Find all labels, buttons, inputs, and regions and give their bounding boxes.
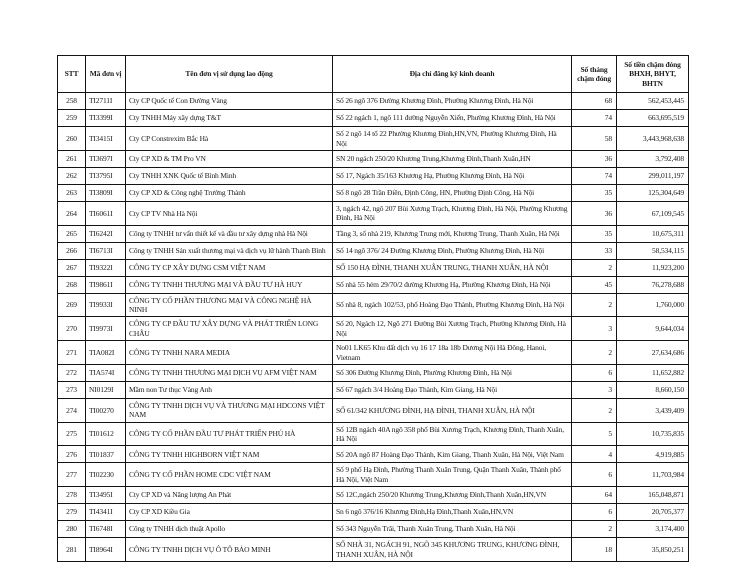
row-registered-address: Số 14 ngõ 376/ 24 Đường Khương Đình, Phường Khương Đình, Hà Nội <box>333 242 572 259</box>
table-header <box>58 56 689 93</box>
row-stt: 270 <box>58 317 86 341</box>
row-unit-code: TI9861I <box>86 276 126 293</box>
table-row <box>58 504 689 521</box>
row-unit-code: TIA574I <box>86 364 126 381</box>
table-row <box>58 398 689 422</box>
row-registered-address: Số 67 ngách 3/4 Hoàng Đạo Thành, Kim Giang, Hà Nội <box>333 381 572 398</box>
table-row <box>58 276 689 293</box>
table-row <box>58 317 689 341</box>
row-employer-name: CÔNG TY CỔ PHẦN HOME CDC VIỆT NAM <box>126 463 333 487</box>
row-registered-address: Tầng 3, số nhà 219, Khương Trung mới, Khương Trung, Thanh Xuân, Hà Nội <box>333 225 572 242</box>
row-months-late: 6 <box>572 364 617 381</box>
row-stt: 262 <box>58 167 86 184</box>
header-registered-address: Địa chỉ đăng ký kinh doanh <box>333 56 572 93</box>
row-unit-code: TI02230 <box>86 463 126 487</box>
row-amount-late: 165,048,871 <box>617 487 689 504</box>
row-registered-address: Số 343 Nguyễn Trãi, Thanh Xuân Trung, Thanh Xuân, Hà Nội <box>333 521 572 538</box>
row-months-late: 35 <box>572 184 617 201</box>
row-months-late: 4 <box>572 446 617 463</box>
header-unit-code: Mã đơn vị <box>86 56 126 93</box>
row-unit-code: NI0129I <box>86 381 126 398</box>
row-stt: 280 <box>58 521 86 538</box>
row-employer-name: Cty CP XD và Năng lượng An Phát <box>126 487 333 504</box>
table-row <box>58 93 689 110</box>
row-amount-late: 562,453,445 <box>617 93 689 110</box>
row-employer-name: Cty TNHH Máy xây dựng T&T <box>126 110 333 127</box>
row-months-late: 58 <box>572 127 617 151</box>
row-amount-late: 58,534,115 <box>617 242 689 259</box>
row-employer-name: Công ty TNHH Sản xuất thương mại và dịch vụ lữ hành Thanh Bình <box>126 242 333 259</box>
row-unit-code: TI01612 <box>86 422 126 446</box>
row-registered-address: Số 22 ngách 1, ngõ 111 đường Nguyễn Xiển, Phường Khương Đình, Hà Nội <box>333 110 572 127</box>
row-registered-address: Số nhà 8, ngách 102/53, phố Hoàng Đạo Thành, Phường Khương Đình, Hà Nội <box>333 293 572 317</box>
row-employer-name: CÔNG TY CP ĐẦU TƯ XÂY DỰNG VÀ PHÁT TRIỂN LONG CHÂU <box>126 317 333 341</box>
row-employer-name: CÔNG TY TNHH THƯƠNG MẠI VÀ ĐẦU TƯ HÀ HUY <box>126 276 333 293</box>
table-row <box>58 521 689 538</box>
table-row <box>58 259 689 276</box>
row-unit-code: TI3697I <box>86 150 126 167</box>
row-employer-name: CÔNG TY TNHH THƯƠNG MẠI DỊCH VỤ AFM VIỆT NAM <box>126 364 333 381</box>
row-employer-name: CÔNG TY CP XÂY DỰNG CSM VIỆT NAM <box>126 259 333 276</box>
table-row <box>58 538 689 562</box>
table-row <box>58 364 689 381</box>
row-amount-late: 125,304,649 <box>617 184 689 201</box>
row-unit-code: TIA082I <box>86 341 126 365</box>
row-months-late: 64 <box>572 487 617 504</box>
row-amount-late: 9,644,034 <box>617 317 689 341</box>
row-stt: 258 <box>58 93 86 110</box>
row-stt: 276 <box>58 446 86 463</box>
row-registered-address: Số 12B ngách 40A ngõ 358 phố Bùi Xương Trạch, Khương Đình, Thanh Xuân, Hà Nội <box>333 422 572 446</box>
row-registered-address: Số 306 Đường Khương Đình, Phường Khương Đình, Hà Nội <box>333 364 572 381</box>
row-stt: 275 <box>58 422 86 446</box>
row-employer-name: Công ty TNHH tư vấn thiết kế và đầu tư xây dựng nhà Hà Nội <box>126 225 333 242</box>
header-months-late: Số tháng chậm đóng <box>572 56 617 93</box>
row-stt: 265 <box>58 225 86 242</box>
row-unit-code: TI3415I <box>86 127 126 151</box>
row-employer-name: Cty CP Constrexim Bắc Hà <box>126 127 333 151</box>
row-amount-late: 3,174,400 <box>617 521 689 538</box>
row-months-late: 36 <box>572 201 617 225</box>
row-amount-late: 11,923,200 <box>617 259 689 276</box>
table-row <box>58 463 689 487</box>
row-months-late: 3 <box>572 381 617 398</box>
row-registered-address: SỐ NHÀ 31, NGÁCH 91, NGÕ 345 KHƯƠNG TRUNG, KHƯƠNG ĐÌNH, THANH XUÂN, HÀ NỘI <box>333 538 572 562</box>
row-stt: 271 <box>58 341 86 365</box>
row-registered-address: No01 LK65 Khu đất dịch vụ 16 17 18a 18b Dương Nội Hà Đông, Hanoi, Vietnam <box>333 341 572 365</box>
row-months-late: 3 <box>572 317 617 341</box>
row-employer-name: Cty CP TV Nhà Hà Nội <box>126 201 333 225</box>
row-amount-late: 35,850,251 <box>617 538 689 562</box>
row-months-late: 74 <box>572 167 617 184</box>
row-registered-address: 3, ngách 42, ngõ 207 Bùi Xương Trạch, Khương Đình, Hà Nội, Phường Khương Đình, Hà Nội <box>333 201 572 225</box>
row-unit-code: TI3795I <box>86 167 126 184</box>
row-employer-name: Cty CP XD Kiều Gia <box>126 504 333 521</box>
table-row <box>58 167 689 184</box>
row-months-late: 45 <box>572 276 617 293</box>
table-row <box>58 110 689 127</box>
row-employer-name: Cty CP XD & TM Pro VN <box>126 150 333 167</box>
table-row <box>58 201 689 225</box>
row-amount-late: 20,705,377 <box>617 504 689 521</box>
row-stt: 278 <box>58 487 86 504</box>
row-months-late: 36 <box>572 150 617 167</box>
row-employer-name: Công ty TNHH dịch thuật Apollo <box>126 521 333 538</box>
row-amount-late: 1,760,000 <box>617 293 689 317</box>
row-months-late: 2 <box>572 259 617 276</box>
row-registered-address: Số 12C,ngách 250/20 Khương Trung,Khương Đình,Thanh Xuân,HN,VN <box>333 487 572 504</box>
header-employer-name: Tên đơn vị sử dụng lao động <box>126 56 333 93</box>
row-amount-late: 299,011,197 <box>617 167 689 184</box>
row-months-late: 2 <box>572 521 617 538</box>
row-stt: 264 <box>58 201 86 225</box>
insurance-debt-table <box>57 55 689 562</box>
table-row <box>58 242 689 259</box>
row-registered-address: Số 8 ngõ 28 Trần Điền, Định Công, HN, Phường Định Công, Hà Nội <box>333 184 572 201</box>
row-stt: 273 <box>58 381 86 398</box>
row-amount-late: 67,109,545 <box>617 201 689 225</box>
row-employer-name: CÔNG TY TNHH HIGHBORN VIỆT NAM <box>126 446 333 463</box>
row-stt: 274 <box>58 398 86 422</box>
row-amount-late: 663,695,519 <box>617 110 689 127</box>
row-employer-name: CÔNG TY TNHH DỊCH VỤ VÀ THƯƠNG MẠI HDCONS VIỆT NAM <box>126 398 333 422</box>
row-registered-address: Số 2 ngõ 14 tổ 22 Phường Khương Đình,HN,VN, Phường Khương Đình, Hà Nội <box>333 127 572 151</box>
row-unit-code: TI6061I <box>86 201 126 225</box>
row-registered-address: Số nhà 55 hẻm 29/70/2 đường Khương Hạ, Phường Khương Đình, Hà Nội <box>333 276 572 293</box>
row-amount-late: 8,660,150 <box>617 381 689 398</box>
row-amount-late: 10,735,835 <box>617 422 689 446</box>
row-employer-name: Cty TNHH XNK Quốc tế Bình Minh <box>126 167 333 184</box>
row-employer-name: CÔNG TY TNHH NARA MEDIA <box>126 341 333 365</box>
row-months-late: 6 <box>572 504 617 521</box>
row-stt: 263 <box>58 184 86 201</box>
row-registered-address: SỐ 150 HẠ ĐÌNH, THANH XUÂN TRUNG, THANH XUÂN, HÀ NỘI <box>333 259 572 276</box>
row-unit-code: TI9933I <box>86 293 126 317</box>
row-months-late: 33 <box>572 242 617 259</box>
row-stt: 268 <box>58 276 86 293</box>
row-unit-code: TI4341I <box>86 504 126 521</box>
header-stt: STT <box>58 56 86 93</box>
row-amount-late: 3,792,408 <box>617 150 689 167</box>
row-amount-late: 27,634,686 <box>617 341 689 365</box>
row-months-late: 68 <box>572 93 617 110</box>
row-months-late: 6 <box>572 463 617 487</box>
row-months-late: 2 <box>572 293 617 317</box>
row-months-late: 35 <box>572 225 617 242</box>
row-registered-address: SỐ 61/342 KHƯƠNG ĐÌNH, HẠ ĐÌNH, THANH XUÂN, HÀ NỘI <box>333 398 572 422</box>
row-employer-name: CÔNG TY CỔ PHẦN ĐẦU TƯ PHÁT TRIỂN PHÚ HÀ <box>126 422 333 446</box>
row-stt: 267 <box>58 259 86 276</box>
table-header-row <box>58 56 689 93</box>
row-months-late: 2 <box>572 398 617 422</box>
table-row <box>58 293 689 317</box>
row-unit-code: TI3809I <box>86 184 126 201</box>
row-registered-address: Số 20, Ngách 12, Ngõ 271 Đường Bùi Xương Trạch, Phường Khương Đình, Hà Nội <box>333 317 572 341</box>
row-registered-address: Sn 6 ngõ 376/16 Khương Đình,Hạ Đình,Thanh Xuân,HN,VN <box>333 504 572 521</box>
row-months-late: 74 <box>572 110 617 127</box>
row-amount-late: 3,443,968,638 <box>617 127 689 151</box>
row-amount-late: 11,703,984 <box>617 463 689 487</box>
row-stt: 279 <box>58 504 86 521</box>
row-unit-code: TI6748I <box>86 521 126 538</box>
table-row <box>58 446 689 463</box>
table-body <box>58 93 689 562</box>
row-registered-address: Số 26 ngõ 376 Đường Khương Đình, Phường Khương Đình, Hà Nội <box>333 93 572 110</box>
row-amount-late: 10,675,311 <box>617 225 689 242</box>
table-row <box>58 127 689 151</box>
row-unit-code: TI3495I <box>86 487 126 504</box>
row-registered-address: Số 17, Ngách 35/163 Khương Hạ, Phường Khương Đình, Hà Nội <box>333 167 572 184</box>
table-row <box>58 225 689 242</box>
row-stt: 260 <box>58 127 86 151</box>
table-row <box>58 341 689 365</box>
table-row <box>58 381 689 398</box>
row-unit-code: TI3399I <box>86 110 126 127</box>
row-unit-code: TI00270 <box>86 398 126 422</box>
row-stt: 269 <box>58 293 86 317</box>
row-stt: 266 <box>58 242 86 259</box>
table-row <box>58 422 689 446</box>
row-months-late: 18 <box>572 538 617 562</box>
row-stt: 259 <box>58 110 86 127</box>
row-amount-late: 76,278,688 <box>617 276 689 293</box>
row-employer-name: CÔNG TY TNHH DỊCH VỤ Ô TÔ BẢO MINH <box>126 538 333 562</box>
row-unit-code: TI9973I <box>86 317 126 341</box>
row-employer-name: Mầm non Tư thục Vàng Anh <box>126 381 333 398</box>
table-row <box>58 487 689 504</box>
row-employer-name: Cty CP Quốc tế Con Đường Vàng <box>126 93 333 110</box>
row-unit-code: TI2711I <box>86 93 126 110</box>
row-amount-late: 11,652,882 <box>617 364 689 381</box>
row-stt: 261 <box>58 150 86 167</box>
row-registered-address: SN 20 ngách 250/20 Khương Trung,Khương Đình,Thanh Xuân,HN <box>333 150 572 167</box>
row-months-late: 2 <box>572 341 617 365</box>
row-unit-code: TI8964I <box>86 538 126 562</box>
row-registered-address: Số 20A ngõ 87 Hoàng Đạo Thành, Kim Giang, Thanh Xuân, Hà Nội, Việt Nam <box>333 446 572 463</box>
row-unit-code: TI6713I <box>86 242 126 259</box>
row-unit-code: TI01837 <box>86 446 126 463</box>
header-amount-late: Số tiền chậm đóng BHXH, BHYT, BHTN <box>617 56 689 93</box>
row-employer-name: CÔNG TY CỔ PHẦN THƯƠNG MẠI VÀ CÔNG NGHỆ HÀ NINH <box>126 293 333 317</box>
row-months-late: 5 <box>572 422 617 446</box>
table-row <box>58 150 689 167</box>
row-unit-code: TI6242I <box>86 225 126 242</box>
row-employer-name: Cty CP XD & Công nghệ Trưởng Thành <box>126 184 333 201</box>
row-stt: 281 <box>58 538 86 562</box>
row-registered-address: Số 9 phố Hạ Đình, Phường Thanh Xuân Trung, Quận Thanh Xuân, Thành phố Hà Nội, Việt Nam <box>333 463 572 487</box>
row-stt: 277 <box>58 463 86 487</box>
row-stt: 272 <box>58 364 86 381</box>
row-amount-late: 3,439,409 <box>617 398 689 422</box>
row-unit-code: TI9322I <box>86 259 126 276</box>
table-row <box>58 184 689 201</box>
row-amount-late: 4,919,885 <box>617 446 689 463</box>
